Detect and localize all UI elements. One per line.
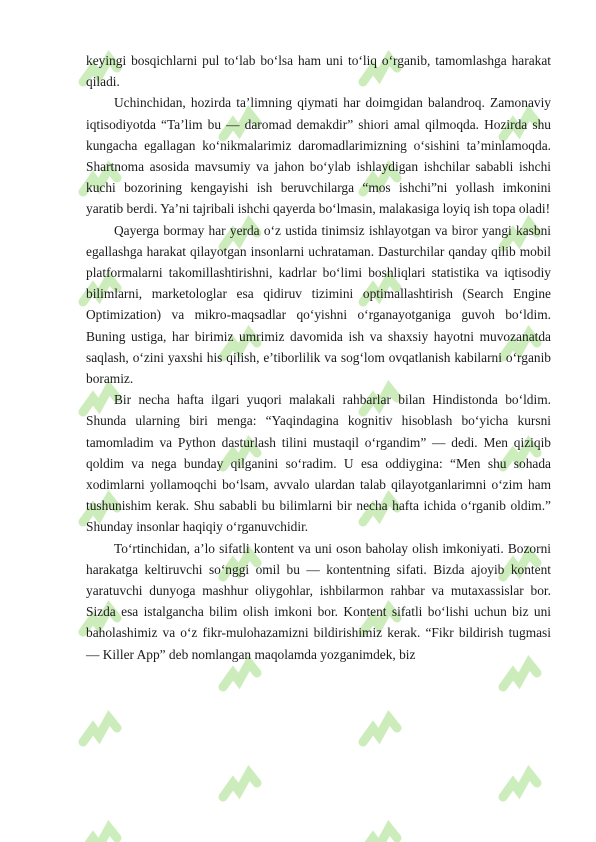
watermark-mark xyxy=(363,718,397,742)
watermark-mark xyxy=(503,773,537,797)
watermark-mark xyxy=(83,828,117,842)
document-body xyxy=(86,50,551,665)
watermark-mark xyxy=(223,773,257,797)
watermark-mark xyxy=(83,718,117,742)
paragraph-india-story: Bir necha hafta ilgari yuqori malakali rahbarlar bilan Hindistonda bo‘ldim. Shunda ularning biri menga: “Yaqindagina kognitiv hisoblash bo‘yicha kursni tamomladim va Python dasturlash tilini mustaqil o‘rgandim” — dedi. Men qiziqib qoldim va nega bunday qilganini so‘radim. U esa oddiygina: “Men shu sohada xodimlarni yollamoqchi bo‘lsam, avvalo ulardan talab qilayotganlarimni o‘zim ham tushunishim kerak. Shu sababli bu bilimlarni bir necha hafta ichida o‘rganib oldim.” Shunday insonlar haqiqiy o‘rganuvchidir. xyxy=(86,392,551,535)
paragraph-continuation: keyingi bosqichlarni pul to‘lab bo‘lsa ham uni to‘liq o‘rganib, tamomlashga harakat qiladi. xyxy=(86,53,551,90)
paragraph-third-point: Uchinchidan, hozirda ta’limning qiymati har doimgidan balandroq. Zamonaviy iqtisodiyotda “Ta’lim bu — daromad demakdir” shiori amal qilmoqda. Hozirda shu kungacha egallagan ko‘nikmalarimiz daromadlarimizning o‘sishini ta’minlamoqda. Shartnoma asosida mavsumiy va jahon bo‘ylab ishlaydigan ishchilar sababli ishchi kuchi bozorining kengayishi ish beruvchilarga “mos ishchi”ni yollash imkonini yaratib berdi. Ya’ni tajribali ishchi qayerda bo‘lmasin, malakasiga loyiq ish topa oladi! xyxy=(86,95,551,217)
watermark-mark xyxy=(363,828,397,842)
watermark-mark xyxy=(223,663,257,687)
watermark-mark xyxy=(503,663,537,687)
paragraph-learners: Qayerga bormay har yerda o‘z ustida tinimsiz ishlayotgan va biror yangi kasbni egallashga harakat qilayotgan insonlarni uchrataman. Dasturchilar qanday qilib mobil platformalarni takomillashtirishni, kadrlar bo‘limi boshliqlari statistika va iqtisodiy bilimlarni, marketologlar esa qidiruv tizimini optimallashtirish (Search Engine Optimization) va mikro-maqsadlar qo‘yishni o‘rganayotganiga guvoh bo‘ldim. Buning ustiga, har birimiz umrimiz davomida ish va shaxsiy hayotni muvozanatda saqlash, o‘zini yaxshi his qilish, e’tiborlilik va sog‘lom ovqatlanish kabilarni o‘rganib boramiz. xyxy=(86,222,551,387)
paragraph-fourth-point: To‘rtinchidan, a’lo sifatli kontent va uni oson baholay olish imkoniyati. Bozorni harakatga keltiruvchi so‘nggi omil bu — kontentning sifati. Bizda ajoyib kontent yaratuvchi dunyoga mashhur oliygohlar, ishbilarmon rahbar va mutaxassislar bor. Sizda esa istalgancha bilim olish imkoni bor. Kontent sifatli bo‘lishi uchun biz uni baholashimiz va o‘z fikr-mulohazamizni bildirishimiz kerak. “Fikr bildirish tugmasi — Killer App” deb nomlangan maqolamda yozganimdek, biz xyxy=(86,540,551,662)
